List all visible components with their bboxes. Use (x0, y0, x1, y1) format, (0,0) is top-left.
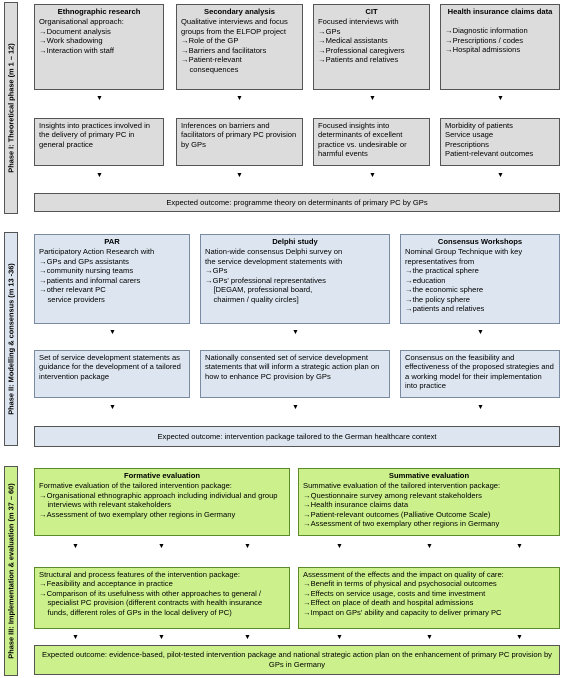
arrow-down-icon: ▼ (477, 329, 484, 336)
arrow-down-icon: ▼ (516, 543, 523, 550)
summative-evaluation-box: Summative evaluation Summative evaluation of the tailored intervention package: →Questionnaire survey among relevant stakeholders →Health insurance claims data →Patient-relevant outcomes (Palliative Outcome Scale) →Assessment of two exemplary other regions in Germany (298, 468, 560, 536)
summative-result-box: Assessment of the effects and the impact on quality of care: →Benefit in terms of physical and psychosocial outcomes →Effects on service usage, costs and time investment →Effect on place of death and hospital admissions →Impact on GPs' ability and capacity to deliver primary PC (298, 567, 560, 629)
arrow-down-icon: ▼ (72, 634, 79, 641)
arrow-down-icon: ▼ (369, 95, 376, 102)
box-title: Health insurance claims data (447, 7, 553, 16)
arrow-down-icon: ▼ (292, 404, 299, 411)
box-title: Summative evaluation (388, 471, 470, 480)
arrow-down-icon: ▼ (236, 95, 243, 102)
arrow-down-icon: ▼ (336, 543, 343, 550)
formative-result-box: Structural and process features of the intervention package: →Feasibility and acceptance in practice →Comparison of its usefulness with other approaches to general / specialist PC provision (different contracts with health insurance funds, different roles of GPs in the local delivery of PC) (34, 567, 290, 629)
cit-box: CIT Focused interviews with →GPs →Medical assistants →Professional caregivers →Patients and relatives (313, 4, 430, 90)
arrow-down-icon: ▼ (426, 543, 433, 550)
delphi-study-box: Delphi study Nation-wide consensus Delphi survey on the service development statements with →GPs →GPs' professional representatives [DEGAM, professional board, chairmen / quality circles] (200, 234, 390, 324)
box-title: PAR (104, 237, 120, 246)
arrow-down-icon: ▼ (96, 172, 103, 179)
arrow-down-icon: ▼ (72, 543, 79, 550)
workshops-result-box: Consensus on the feasibility and effectiveness of the proposed strategies and a working model for their implementation into practice (400, 350, 560, 398)
par-result-box: Set of service development statements as guidance for the development of a tailored intervention package (34, 350, 190, 398)
box-title: Ethnographic research (57, 7, 141, 16)
phase-2-outcome: Expected outcome: intervention package tailored to the German healthcare context (34, 426, 560, 447)
arrow-down-icon: ▼ (158, 543, 165, 550)
arrow-down-icon: ▼ (236, 172, 243, 179)
health-insurance-claims-box: Health insurance claims data →Diagnostic information →Prescriptions / codes →Hospital admissions (440, 4, 560, 90)
arrow-down-icon: ▼ (244, 634, 251, 641)
box-title: Delphi study (272, 237, 318, 246)
arrow-down-icon: ▼ (109, 404, 116, 411)
arrow-down-icon: ▼ (292, 329, 299, 336)
phase-1-outcome: Expected outcome: programme theory on determinants of primary PC by GPs (34, 193, 560, 212)
par-box: PAR Participatory Action Research with →GPs and GPs assistants →community nursing teams →patients and informal carers →other relevant PC service providers (34, 234, 190, 324)
arrow-down-icon: ▼ (497, 95, 504, 102)
delphi-result-box: Nationally consented set of service development statements that will inform a strategic action plan on how to enhance PC provision by GPs (200, 350, 390, 398)
arrow-down-icon: ▼ (477, 404, 484, 411)
arrow-down-icon: ▼ (426, 634, 433, 641)
ethnographic-research-box: Ethnographic research Organisational approach: →Document analysis →Work shadowing →Interaction with staff (34, 4, 164, 90)
phase-3-outcome: Expected outcome: evidence-based, pilot-tested intervention package and national strategic action plan on the enhancement of primary PC provision by GPs in Germany (34, 645, 560, 675)
arrow-down-icon: ▼ (336, 634, 343, 641)
arrow-down-icon: ▼ (244, 543, 251, 550)
consensus-workshops-box: Consensus Workshops Nominal Group Technique with key representatives from →the practical sphere →education →the economic sphere →the policy sphere →patients and relatives (400, 234, 560, 324)
box-title: Formative evaluation (124, 471, 200, 480)
phase-2-label: Phase II: Modelling & consensus (m 13 -36) (4, 232, 18, 446)
box-title: Secondary analysis (204, 7, 275, 16)
arrow-down-icon: ▼ (158, 634, 165, 641)
formative-evaluation-box: Formative evaluation Formative evaluation of the tailored intervention package: →Organisational ethnographic approach including individual and group interviews with relevant stakeholders →Assessment of two exemplary other regions in Germany (34, 468, 290, 536)
arrow-down-icon: ▼ (96, 95, 103, 102)
box-title: Consensus Workshops (437, 237, 523, 246)
arrow-down-icon: ▼ (516, 634, 523, 641)
claims-result-box: Morbidity of patients Service usage Prescriptions Patient-relevant outcomes (440, 118, 560, 166)
box-title: CIT (365, 7, 378, 16)
secondary-result-box: Inferences on barriers and facilitators of primary PC provision by GPs (176, 118, 303, 166)
arrow-down-icon: ▼ (109, 329, 116, 336)
arrow-down-icon: ▼ (369, 172, 376, 179)
arrow-down-icon: ▼ (497, 172, 504, 179)
ethnographic-result-box: Insights into practices involved in the delivery of primary PC in general practice (34, 118, 164, 166)
cit-result-box: Focused insights into determinants of excellent practice vs. undesirable or harmful events (313, 118, 430, 166)
phase-1-label: Phase I: Theoretical phase (m 1 – 12) (4, 2, 18, 214)
phase-3-label: Phase III: Implementation & evaluation (m 37 – 60) (4, 466, 18, 676)
secondary-analysis-box: Secondary analysis Qualitative interviews and focus groups from the ELFOP project →Role of the GP →Barriers and facilitators →Patient-relevant consequences (176, 4, 303, 90)
